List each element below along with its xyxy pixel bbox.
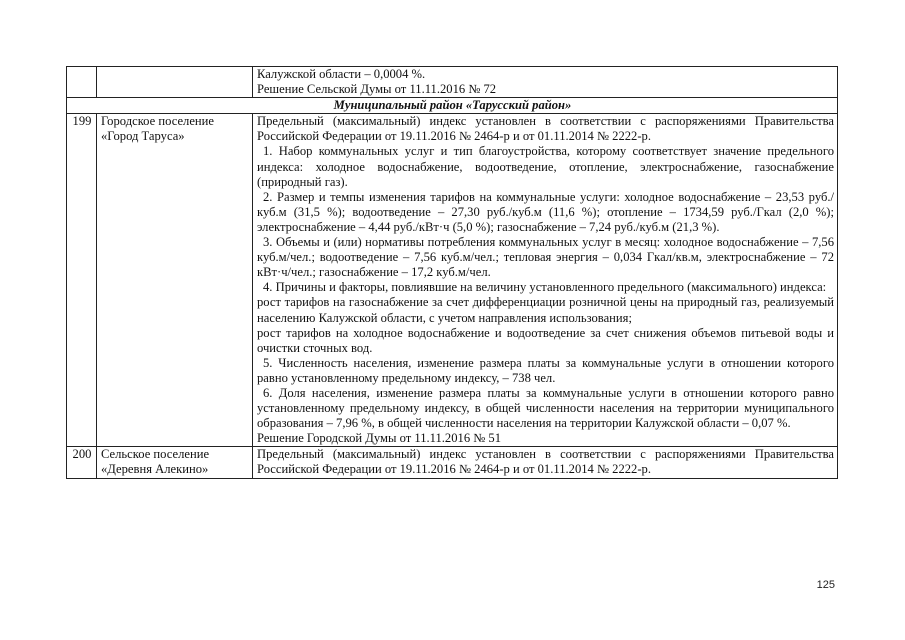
description-paragraph: 4. Причины и факторы, повлиявшие на величину установленного предельного (максимального) индекса: bbox=[263, 280, 827, 295]
row-number-cell: 199 bbox=[67, 114, 97, 447]
municipality-name-cell bbox=[97, 67, 253, 98]
municipality-type: Городское поселение bbox=[101, 114, 214, 129]
row-number-cell bbox=[67, 67, 97, 98]
table-row-continuation bbox=[67, 67, 838, 98]
description-paragraph: 6. Доля населения, изменение размера платы за коммунальные услуги в отношении которого равно установленному предельному индексу, в общей численности населения на территории муниципального образования – 7,96 %, в общей численности населения на территории Калужской области – 0,07 %. bbox=[257, 385, 834, 431]
section-title: Муниципальный район «Тарусский район» bbox=[67, 98, 838, 114]
description-paragraph: Предельный (максимальный) индекс установлен в соответствии с распоряжениями Правительства Российской Федерации от 19.11.2016 № 2464-р и от 01.11.2014 № 2222-р. bbox=[257, 447, 834, 477]
description-paragraph: рост тарифов на газоснабжение за счет дифференциации розничной цены на природный газ, реализуемый населению Калужской области, с учетом направления использования; bbox=[257, 295, 834, 325]
municipality-name: «Город Таруса» bbox=[101, 129, 185, 144]
description-cell bbox=[253, 447, 838, 478]
description-paragraph: Предельный (максимальный) индекс установлен в соответствии с распоряжениями Правительства Российской Федерации от 19.11.2016 № 2464-р и от 01.11.2014 № 2222-р. bbox=[257, 114, 834, 144]
table-row bbox=[67, 447, 838, 478]
description-cell bbox=[253, 114, 838, 447]
regulation-table bbox=[66, 66, 838, 479]
row-number-cell: 200 bbox=[67, 447, 97, 478]
municipality-type: Сельское поселение bbox=[101, 447, 210, 462]
description-paragraph: 2. Размер и темпы изменения тарифов на коммунальные услуги: холодное водоснабжение – 23,53 руб./куб.м (31,5 %); водоотведение – 27,30 руб./куб.м (11,6 %); отопление – 1734,59 руб./Гкал (2,0 %); электроснабжение – 4,44 руб./кВт·ч (5,0 %); газоснабжение – 7,24 руб./куб.м (21,3 %). bbox=[257, 189, 834, 234]
description-line: Калужской области – 0,0004 %. bbox=[257, 67, 426, 81]
decision-line: Решение Городской Думы от 11.11.2016 № 51 bbox=[257, 431, 502, 446]
description-paragraph: 5. Численность населения, изменение размера платы за коммунальные услуги в отношении которого равно установленному предельному индексу, – 738 чел. bbox=[257, 355, 834, 385]
municipality-name-cell bbox=[97, 114, 253, 447]
page-number: 125 bbox=[816, 579, 835, 591]
description-paragraph: 1. Набор коммунальных услуг и тип благоустройства, которому соответствует значение предельного индекса: холодное водоснабжение, водоотведение, отопление, электроснабжение, газоснабжение (природный газ). bbox=[257, 144, 834, 189]
description-paragraph: рост тарифов на холодное водоснабжение и водоотведение за счет снижения объемов питьевой воды и очистки сточных вод. bbox=[257, 325, 834, 355]
decision-line: Решение Сельской Думы от 11.11.2016 № 72 bbox=[257, 82, 497, 97]
description-paragraph: 3. Объемы и (или) нормативы потребления коммунальных услуг в месяц: холодное водоснабжение – 7,56 куб.м/чел.; водоотведение – 7,56 куб.м/чел.; тепловая энергия – 0,034 Гкал/кв.м, электроснабжение – 72 кВт·ч/чел.; газоснабжение – 17,2 куб.м/чел. bbox=[257, 235, 834, 280]
table-row bbox=[67, 114, 838, 447]
section-header-row bbox=[67, 98, 838, 114]
municipality-name-cell bbox=[97, 447, 253, 478]
municipality-name: «Деревня Алекино» bbox=[101, 462, 209, 477]
description-cell bbox=[253, 67, 838, 98]
